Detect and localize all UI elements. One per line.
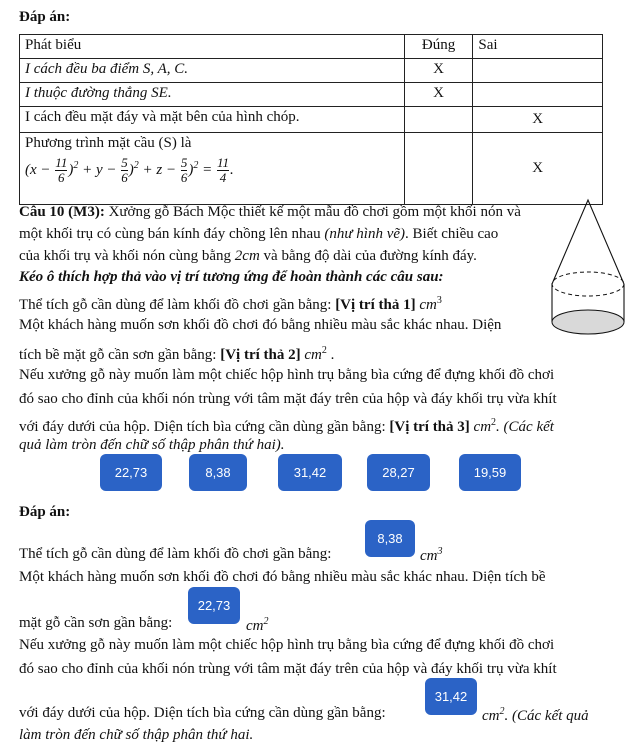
- table-row: [20, 59, 603, 83]
- dung-cell: X: [404, 59, 473, 83]
- eq-term-z: + z −: [142, 161, 177, 178]
- text: với đáy dưới của hộp. Diện tích bìa cứng cần dùng gần bằng:: [19, 419, 386, 435]
- statement-3d: quả làm tròn đến chữ số thập phân thứ hai).: [19, 437, 285, 453]
- question-line-2: [19, 225, 498, 243]
- question-label: Câu 10 (M3):: [19, 204, 105, 220]
- drop-slot-2[interactable]: [Vị trí thả 2]: [220, 347, 301, 363]
- fraction-num: 5: [180, 155, 188, 170]
- eq-equals: =: [202, 161, 213, 178]
- answer-chip-2[interactable]: 22,73: [188, 587, 240, 624]
- dung-cell: [404, 107, 473, 133]
- cone-cylinder-figure: [550, 196, 626, 346]
- fraction-den: 6: [121, 170, 128, 185]
- dung-cell: [404, 133, 473, 205]
- unit: cm: [304, 347, 322, 363]
- answer-unit-3: [482, 703, 589, 725]
- unit-exp: 2: [491, 417, 497, 428]
- text: và bằng độ dài của đường kính đáy.: [263, 248, 477, 264]
- paren-close: ): [128, 161, 134, 178]
- text: của khối trụ và khối nón cùng bằng: [19, 248, 232, 264]
- statement-cell: I thuộc đường thẳng SE.: [20, 83, 405, 107]
- answer-line-3e: làm tròn đến chữ số thập phân thứ hai.: [19, 727, 254, 743]
- choice-chip[interactable]: 8,38: [189, 454, 247, 491]
- statement-cell-equation: [20, 133, 405, 205]
- truth-table: [19, 34, 603, 205]
- answer-line-3a: Nếu xưởng gỗ này muốn làm một chiếc hộp hình trụ bằng bìa cứng để đựng khối đồ chơi: [19, 637, 555, 653]
- answer-line-1: Thể tích gỗ cần dùng để làm khối đồ chơi gần bằng:: [19, 546, 332, 562]
- text: một khối trụ có cùng bán kính đáy chồng lên nhau: [19, 226, 321, 242]
- drop-slot-1[interactable]: [Vị trí thả 1]: [335, 297, 416, 313]
- instruction: Kéo ô thích hợp thả vào vị trí tương ứng để hoàn thành các câu sau:: [19, 269, 444, 285]
- statement-3c: [19, 414, 554, 436]
- statement-2b: tích bề mặt gỗ cần sơn gần bằng: [Vị trí thả 2] $cm^2$ .: [19, 345, 335, 363]
- header-sai: Sai: [473, 35, 603, 59]
- square-exp: 2: [133, 159, 139, 171]
- answer-line-2a: Một khách hàng muốn sơn khối đồ chơi đó bằng nhiều màu sắc khác nhau. Diện tích bề: [19, 569, 546, 585]
- header-dung: Đúng: [404, 35, 473, 59]
- cone-outline: [552, 200, 624, 284]
- fraction: [55, 156, 67, 185]
- unit: cm: [419, 297, 437, 313]
- statement-2a: Một khách hàng muốn sơn khối đồ chơi đó bằng nhiều màu sắc khác nhau. Diện: [19, 317, 502, 333]
- text-italic: . (Các kết: [496, 419, 554, 435]
- table-row: [20, 133, 603, 205]
- answer-line-3b: đó sao cho đỉnh của khối nón trùng với tâm mặt đáy trên của hộp và đáy khối trụ vừa khít: [19, 661, 557, 677]
- fraction: [181, 156, 188, 185]
- unit-exp: 2: [321, 345, 327, 356]
- paren-close: ): [68, 161, 74, 178]
- statement-cell: I cách đều mặt đáy và mặt bên của hình chóp.: [20, 107, 405, 133]
- unit-exp: 2: [499, 706, 505, 717]
- sai-cell: [473, 83, 603, 107]
- eq-term-y: + y −: [82, 161, 117, 178]
- choice-chip[interactable]: 22,73: [100, 454, 162, 491]
- table-row: [20, 107, 603, 133]
- fraction-num: 5: [121, 155, 128, 170]
- cone-base-dashed: [552, 272, 624, 296]
- fraction: [121, 156, 128, 185]
- fraction-num: 11: [216, 155, 229, 170]
- answer-chip-3[interactable]: 31,42: [425, 678, 477, 715]
- unit: cm: [473, 419, 492, 435]
- fraction-den: 4: [219, 170, 227, 185]
- drop-slot-3[interactable]: [Vị trí thả 3]: [389, 419, 470, 435]
- fraction-num: 11: [55, 155, 68, 170]
- answer-heading-2: Đáp án:: [19, 504, 71, 520]
- choice-chip[interactable]: 19,59: [459, 454, 521, 491]
- question-line-3: [19, 247, 477, 265]
- statement-3a: Nếu xưởng gỗ này muốn làm một chiếc hộp hình trụ bằng bìa cứng để đựng khối đồ chơi: [19, 367, 555, 383]
- fraction-den: 6: [180, 170, 188, 185]
- answer-unit-1: [420, 543, 443, 565]
- text-italic: 2cm: [234, 248, 260, 264]
- statement-cell: I cách đều ba điểm S, A, C.: [20, 59, 405, 83]
- square-exp: 2: [193, 159, 199, 171]
- statement-3b: đó sao cho đỉnh của khối nón trùng với tâm mặt đáy trên của hộp và đáy khối trụ vừa khít: [19, 391, 557, 407]
- table-header-row: [20, 35, 603, 59]
- eq-term-x: x −: [30, 161, 51, 178]
- fraction: [217, 156, 229, 185]
- sphere-equation: (x − $\frac{11}{6}$ )$^2$ + y − $\frac{5}{6}$ )$^2$ + z − $\frac{5}{6}$ )$^2$ = $\frac{11}{4}$ .: [25, 155, 234, 185]
- statement-1: [19, 292, 442, 314]
- text: tích bề mặt gỗ cần sơn gần bằng:: [19, 347, 217, 363]
- sai-cell: X: [473, 133, 603, 205]
- text: . Biết chiều cao: [405, 226, 499, 242]
- paren-close: ): [188, 161, 194, 178]
- dung-cell: X: [404, 83, 473, 107]
- text-italic: (như hình vẽ): [324, 226, 406, 242]
- unit: cm: [420, 548, 438, 564]
- header-statement: Phát biểu: [20, 35, 405, 59]
- unit: cm: [482, 708, 500, 724]
- table-row: [20, 83, 603, 107]
- unit-exp: 3: [437, 546, 443, 557]
- unit: cm: [246, 618, 264, 634]
- unit-exp: 3: [436, 295, 442, 306]
- answer-unit-2: [246, 613, 269, 635]
- cylinder-bottom: [552, 310, 624, 334]
- question-line-1: [19, 203, 521, 221]
- text-italic: . (Các kết quả: [504, 708, 589, 724]
- answer-line-3c: với đáy dưới của hộp. Diện tích bìa cứng cần dùng gần bằng:: [19, 705, 386, 721]
- statement-text: Phương trình mặt cầu (S) là: [25, 135, 192, 151]
- choice-chip[interactable]: 31,42: [278, 454, 342, 491]
- sai-cell: [473, 59, 603, 83]
- paren-open: (: [25, 161, 30, 178]
- answer-chip-1[interactable]: 8,38: [365, 520, 415, 557]
- square-exp: 2: [73, 159, 79, 171]
- text: Thể tích gỗ cần dùng để làm khối đồ chơi gần bằng:: [19, 297, 332, 313]
- unit-exp: 2: [263, 616, 269, 627]
- choice-chip[interactable]: 28,27: [367, 454, 430, 491]
- fraction-den: 6: [58, 170, 65, 185]
- answer-line-2b: mặt gỗ cần sơn gần bằng:: [19, 615, 173, 631]
- answer-heading-1: Đáp án:: [19, 9, 71, 25]
- question-text: Xưởng gỗ Bách Mộc thiết kế một mẫu đồ chơi gồm một khối nón và: [108, 204, 521, 220]
- sai-cell: X: [473, 107, 603, 133]
